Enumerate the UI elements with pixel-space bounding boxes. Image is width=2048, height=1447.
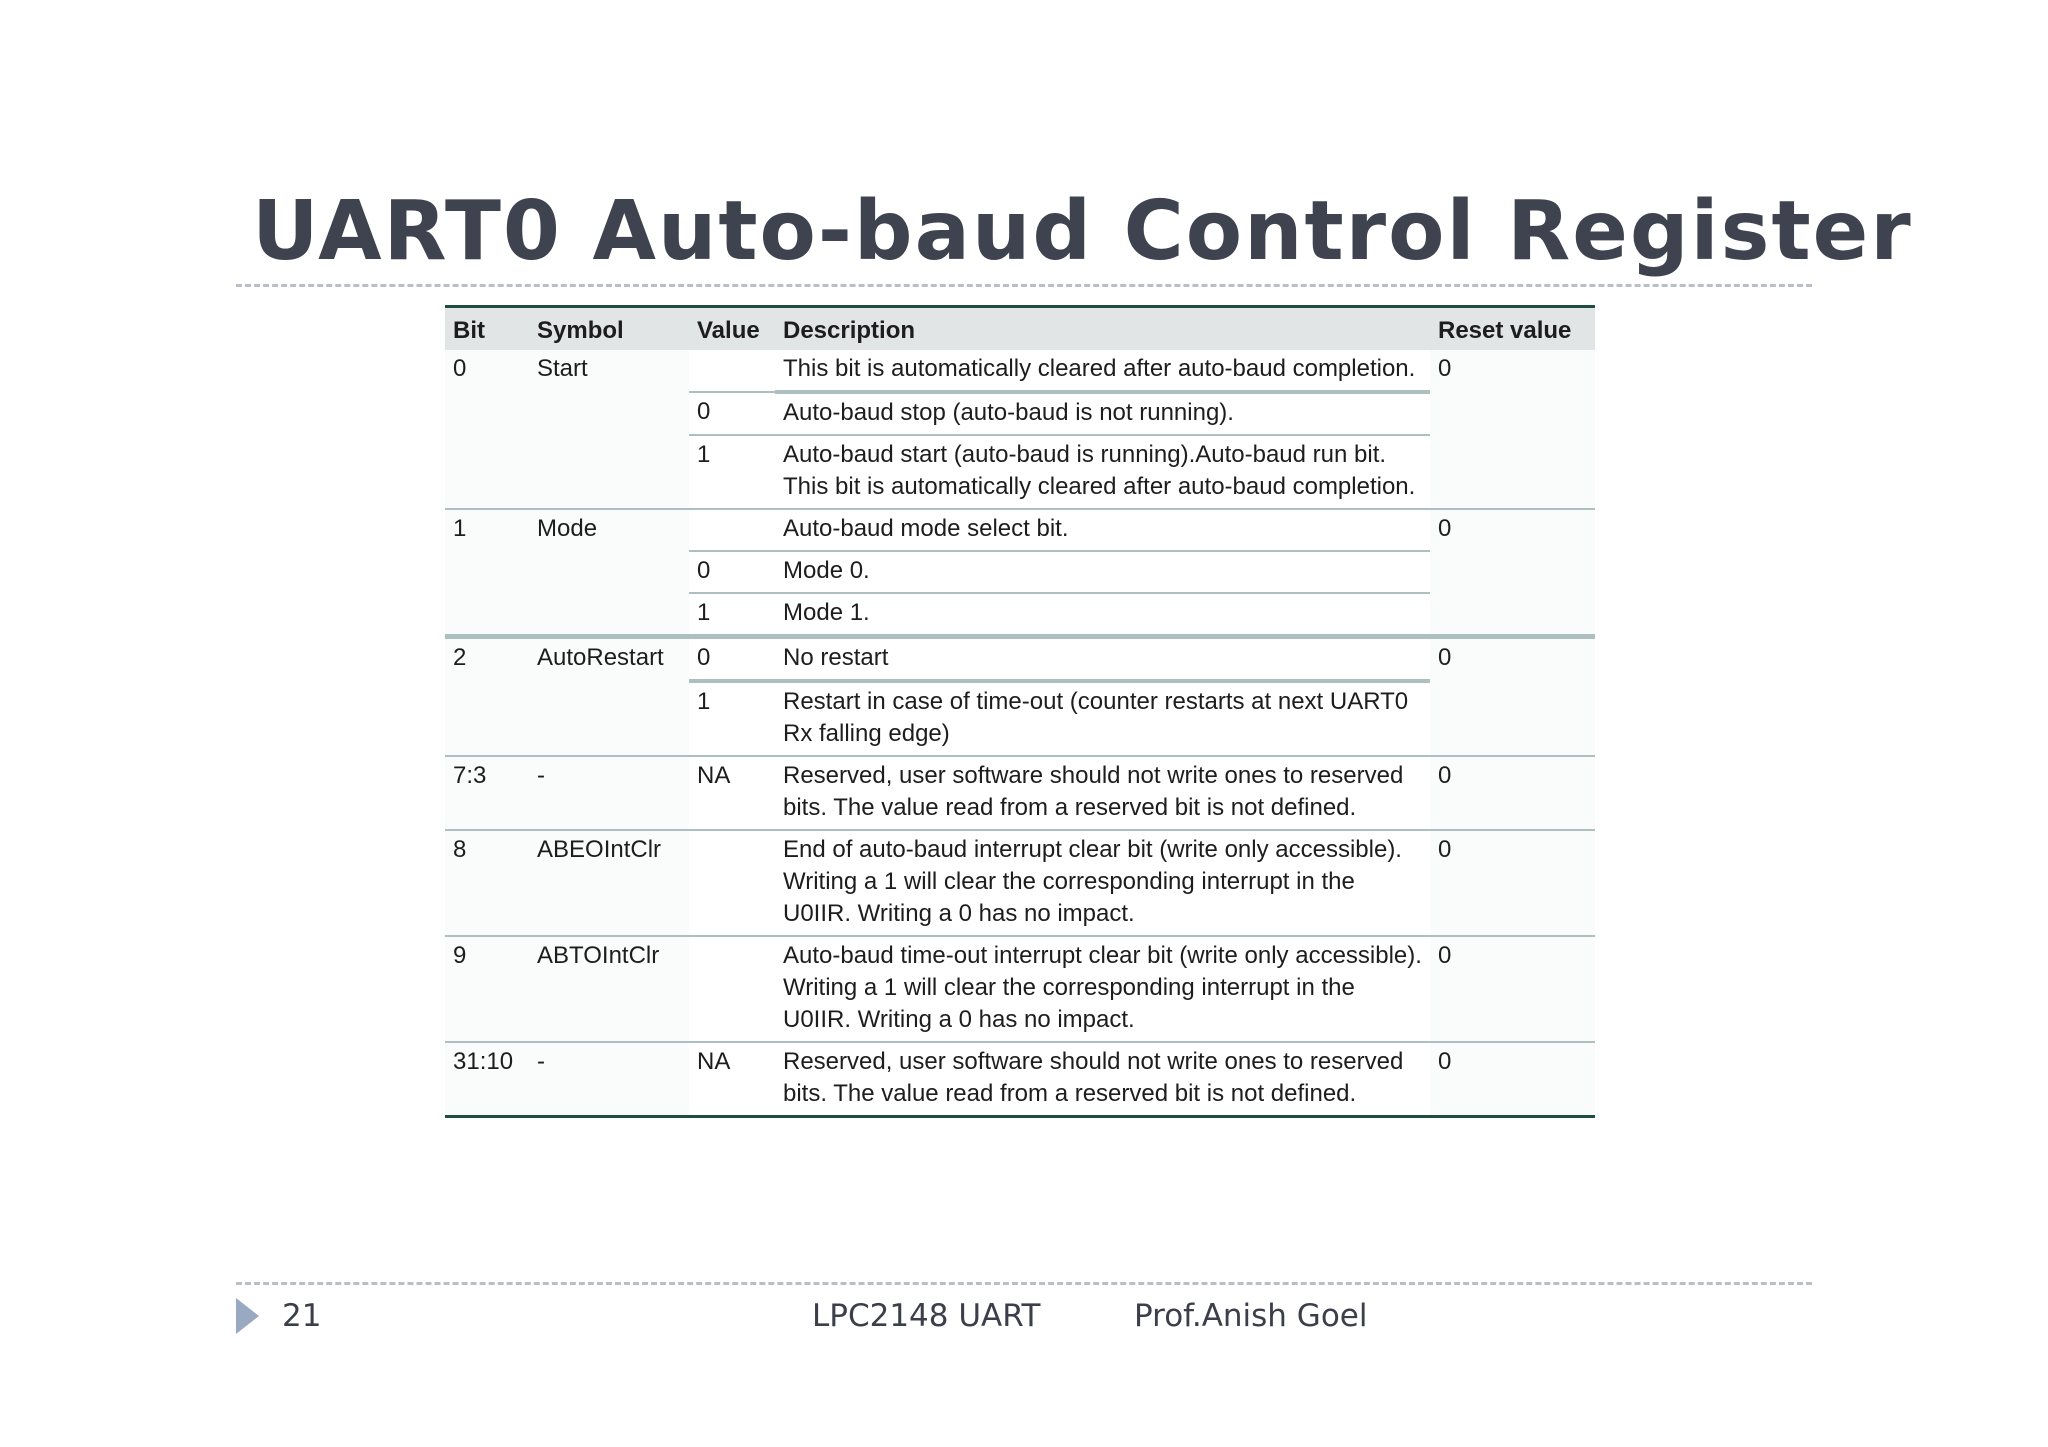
reset-cell: 0 <box>1430 936 1595 1042</box>
title-divider <box>236 284 1812 287</box>
table-row <box>445 830 1595 936</box>
page-number: 21 <box>282 1298 322 1334</box>
value-cell: 0 <box>689 392 775 435</box>
symbol-cell: Mode <box>529 509 689 637</box>
value-cell <box>689 509 775 551</box>
table-row <box>445 936 1595 1042</box>
bit-cell: 1 <box>445 509 529 637</box>
description-cell: Auto-baud time-out interrupt clear bit (write only accessible). Writing a 1 will clear the corresponding interrupt in the U0IIR. Writing a 0 has no impact. <box>775 936 1430 1042</box>
triangle-bullet-icon <box>236 1298 259 1334</box>
value-cell: NA <box>689 756 775 830</box>
symbol-cell: - <box>529 1042 689 1117</box>
description-cell: Restart in case of time-out (counter restarts at next UART0 Rx falling edge) <box>775 681 1430 756</box>
bit-cell: 9 <box>445 936 529 1042</box>
bit-cell: 7:3 <box>445 756 529 830</box>
reset-cell: 0 <box>1430 637 1595 757</box>
footer-course: LPC2148 UART <box>812 1298 1041 1334</box>
slide-title: UART0 Auto-baud Control Register <box>252 184 1913 279</box>
description-cell: Mode 1. <box>775 593 1430 637</box>
footer-divider <box>236 1282 1812 1285</box>
value-cell: 1 <box>689 435 775 509</box>
description-cell: End of auto-baud interrupt clear bit (write only accessible). Writing a 1 will clear the corresponding interrupt in the U0IIR. Writing a 0 has no impact. <box>775 830 1430 936</box>
footer-author: Prof.Anish Goel <box>1134 1298 1368 1334</box>
symbol-cell: - <box>529 756 689 830</box>
header-reset-value: Reset value <box>1430 307 1595 351</box>
description-cell: Reserved, user software should not write ones to reserved bits. The value read from a reserved bit is not defined. <box>775 1042 1430 1117</box>
value-cell <box>689 350 775 392</box>
description-cell: No restart <box>775 637 1430 682</box>
value-cell <box>689 936 775 1042</box>
description-cell: Auto-baud stop (auto-baud is not running). <box>775 392 1430 435</box>
header-symbol: Symbol <box>529 307 689 351</box>
table-row <box>445 1042 1595 1117</box>
bit-cell: 8 <box>445 830 529 936</box>
symbol-cell: AutoRestart <box>529 637 689 757</box>
value-cell: NA <box>689 1042 775 1117</box>
value-cell: 0 <box>689 551 775 593</box>
reset-cell: 0 <box>1430 509 1595 637</box>
value-cell: 1 <box>689 593 775 637</box>
bit-cell: 2 <box>445 637 529 757</box>
table-row <box>445 756 1595 830</box>
value-cell <box>689 830 775 936</box>
bit-cell: 0 <box>445 350 529 509</box>
bit-cell: 31:10 <box>445 1042 529 1117</box>
description-cell: Auto-baud start (auto-baud is running).Auto-baud run bit. This bit is automatically cleared after auto-baud completion. <box>775 435 1430 509</box>
description-cell: Auto-baud mode select bit. <box>775 509 1430 551</box>
header-bit: Bit <box>445 307 529 351</box>
header-value: Value <box>689 307 775 351</box>
value-cell: 1 <box>689 681 775 756</box>
header-description: Description <box>775 307 1430 351</box>
table-row <box>445 509 1595 551</box>
reset-cell: 0 <box>1430 1042 1595 1117</box>
description-cell: Reserved, user software should not write ones to reserved bits. The value read from a reserved bit is not defined. <box>775 756 1430 830</box>
reset-cell: 0 <box>1430 830 1595 936</box>
value-cell: 0 <box>689 637 775 682</box>
table-row <box>445 637 1595 682</box>
table-header-row <box>445 307 1595 351</box>
symbol-cell: ABTOIntClr <box>529 936 689 1042</box>
reset-cell: 0 <box>1430 756 1595 830</box>
register-table <box>445 305 1595 1118</box>
symbol-cell: ABEOIntClr <box>529 830 689 936</box>
symbol-cell: Start <box>529 350 689 509</box>
description-cell: Mode 0. <box>775 551 1430 593</box>
reset-cell: 0 <box>1430 350 1595 509</box>
description-cell: This bit is automatically cleared after auto-baud completion. <box>783 355 1416 382</box>
table-row <box>445 350 1595 392</box>
